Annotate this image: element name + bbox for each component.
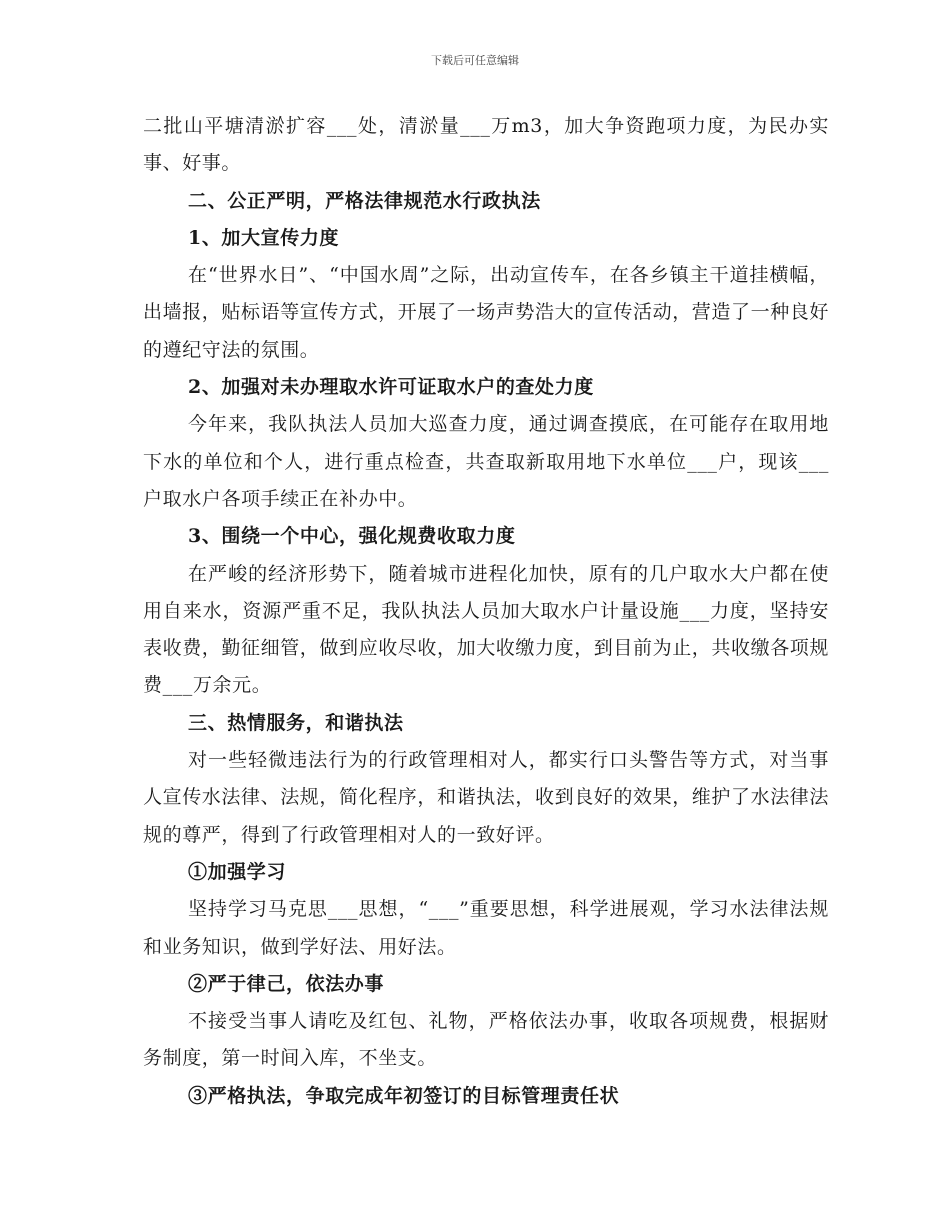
subheading-fee-collection: 3、围绕一个中心，强化规费收取力度 — [188, 525, 516, 548]
paragraph-harmonious-enforcement: 对一些轻微违法行为的行政管理相对人，都实行口头警告等方式，对当事人宣传水法律、法规，简化程序，和谐执法，收到良好的效果，维护了水法律法规的尊严，得到了行政管理相对人的一致好评。 — [143, 749, 830, 846]
subheading-strict-enforcement: ③严格执法，争取完成年初签订的目标管理责任状 — [188, 1084, 620, 1107]
subheading-permit-enforcement: 2、加强对未办理取水许可证取水户的查处力度 — [188, 376, 594, 399]
page-header: 下载后可任意编辑 — [431, 54, 519, 67]
section-heading-3: 三、热情服务，和谐执法 — [188, 711, 404, 734]
section-heading-2: 二、公正严明，严格法律规范水行政执法 — [188, 189, 541, 212]
paragraph-fee-collection: 在严峻的经济形势下，随着城市进程化加快，原有的几户取水大户都在使用自来水，资源严重不足，我队执法人员加大取水户计量设施___力度，坚持安表收费，勤征细管，做到应收尽收，加大收缴力度，到目前为止，共收缴各项规费___万余元。 — [143, 562, 830, 697]
document-body — [143, 108, 829, 1115]
paragraph-permit-enforcement: 今年来，我队执法人员加大巡查力度，通过调查摸底，在可能存在取用地下水的单位和个人，进行重点检查，共查取新取用地下水单位___户，现该___户取水户各项手续正在补办中。 — [143, 413, 829, 510]
paragraph-study: 坚持学习马克思___思想，“___”重要思想，科学进展观，学习水法律法规和业务知识，做到学好法、用好法。 — [143, 898, 829, 958]
subheading-study: ①加强学习 — [188, 860, 287, 883]
subheading-publicity: 1、加大宣传力度 — [188, 226, 340, 249]
paragraph-dredging-summary: 二批山平塘清淤扩容___处，清淤量___万m3，加大争资跑项力度，为民办实事、好事。 — [143, 115, 829, 175]
paragraph-publicity: 在“世界水日”、“中国水周”之际，出动宣传车，在各乡镇主干道挂横幅，出墙报，贴标语等宣传方式，开展了一场声势浩大的宣传活动，营造了一种良好的遵纪守法的氛围。 — [143, 264, 830, 361]
paragraph-self-discipline: 不接受当事人请吃及红包、礼物，严格依法办事，收取各项规费，根据财务制度，第一时间入库，不坐支。 — [143, 1010, 829, 1070]
subheading-self-discipline: ②严于律己，依法办事 — [188, 972, 385, 995]
